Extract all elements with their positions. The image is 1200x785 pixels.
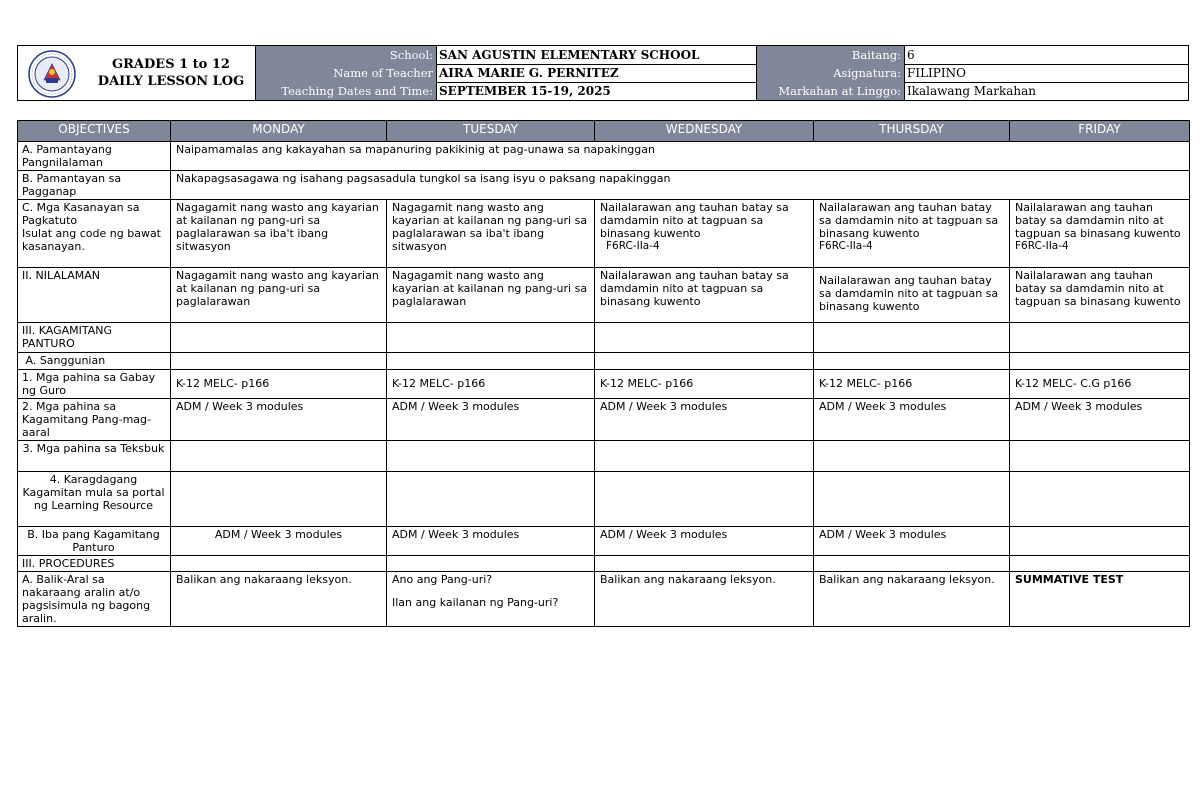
table-cell [595, 556, 814, 572]
row-label: A. Sanggunian [18, 353, 171, 370]
school-label: School: [256, 46, 436, 64]
table-cell: Nailalarawan ang tauhan batay sa damdamin nito at tagpuan sa binasang kuwento [595, 268, 814, 323]
table-cell: Nagagamit nang wasto ang kayarian at kailanan ng pang-uri sa paglalarawan [171, 268, 387, 323]
row-label: III. PROCEDURES [18, 556, 171, 572]
teacher-label: Name of Teacher [256, 64, 436, 82]
table-cell [814, 353, 1010, 370]
table-row [18, 572, 1190, 627]
dates-label: Teaching Dates and Time: [256, 82, 436, 100]
table-cell [1010, 441, 1190, 472]
table-row [18, 353, 1190, 370]
table-cell [1010, 323, 1190, 353]
col-friday: FRIDAY [1010, 121, 1190, 142]
table-cell [1010, 556, 1190, 572]
header-info-grid [255, 46, 1188, 100]
log-title [80, 56, 262, 90]
table-cell [814, 556, 1010, 572]
table-cell [171, 441, 387, 472]
col-thursday: THURSDAY [814, 121, 1010, 142]
competency-code: F6RC-IIa-4 [1015, 240, 1069, 252]
table-cell [595, 472, 814, 527]
table-cell [171, 556, 387, 572]
row-label: B. Iba pang Kagamitang Panturo [18, 527, 171, 556]
table-header-row [18, 121, 1190, 142]
row-label: B. Pamantayan sa Pagganap [18, 171, 171, 200]
school-value: SAN AGUSTIN ELEMENTARY SCHOOL [436, 46, 756, 64]
table-row [18, 556, 1190, 572]
table-cell [387, 472, 595, 527]
col-wednesday: WEDNESDAY [595, 121, 814, 142]
table-cell [1010, 527, 1190, 556]
table-cell [387, 556, 595, 572]
title-line-1: GRADES 1 to 12 [112, 57, 230, 72]
table-cell: ADM / Week 3 modules [171, 527, 387, 556]
quarter-label: Markahan at Linggo: [756, 82, 904, 100]
dates-value: SEPTEMBER 15-19, 2025 [436, 82, 756, 100]
cell-text: Ilan ang kailanan ng Pang-uri? [392, 596, 559, 609]
table-cell [814, 323, 1010, 353]
row-label: A. Pamantayang Pangnilalaman [18, 142, 171, 171]
row-label: A. Balik-Aral sa nakaraang aralin at/o pagsisimula ng bagong aralin. [18, 572, 171, 627]
table-row [18, 323, 1190, 353]
table-row [18, 472, 1190, 527]
table-row [18, 370, 1190, 399]
row-label: 4. Karagdagang Kagamitan mula sa portal ng Learning Resource [18, 472, 171, 527]
cell-text: Nailalarawan ang tauhan batay sa damdamin nito at tagpuan sa binasang kuwento [1015, 201, 1181, 240]
table-row [18, 527, 1190, 556]
table-cell: Balikan ang nakaraang leksyon. [171, 572, 387, 627]
col-tuesday: TUESDAY [387, 121, 595, 142]
table-cell: K-12 MELC- p166 [595, 370, 814, 399]
table-cell [387, 572, 595, 627]
teacher-value: AIRA MARIE G. PERNITEZ [436, 64, 756, 82]
table-cell: ADM / Week 3 modules [595, 399, 814, 441]
table-cell: Nakapagsasagawa ng isahang pagsasadula tungkol sa isang isyu o paksang napakinggan [171, 171, 1190, 200]
table-cell [595, 353, 814, 370]
table-cell [814, 472, 1010, 527]
table-row [18, 399, 1190, 441]
table-cell [387, 323, 595, 353]
table-cell [595, 200, 814, 268]
table-cell: Balikan ang nakaraang leksyon. [814, 572, 1010, 627]
title-line-2: DAILY LESSON LOG [97, 74, 245, 89]
row-label: 1. Mga pahina sa Gabay ng Guro [18, 370, 171, 399]
table-cell: ADM / Week 3 modules [814, 399, 1010, 441]
row-label: C. Mga Kasanayan sa Pagkatuto Isulat ang code ng bawat kasanayan. [18, 200, 171, 268]
competency-code: F6RC-IIa-4 [606, 240, 660, 252]
table-cell [1010, 200, 1190, 268]
table-cell: SUMMATIVE TEST [1010, 572, 1190, 627]
table-cell [595, 323, 814, 353]
cell-text: Ano ang Pang-uri? [392, 573, 493, 586]
table-cell [1010, 472, 1190, 527]
table-cell: K-12 MELC- p166 [387, 370, 595, 399]
table-row [18, 268, 1190, 323]
table-cell [171, 353, 387, 370]
table-cell: Naipamamalas ang kakayahan sa mapanuring pakikinig at pag-unawa sa napakinggan [171, 142, 1190, 171]
grade-label: Baitang: [756, 46, 904, 64]
table-cell: ADM / Week 3 modules [814, 527, 1010, 556]
cell-text: Nailalarawan ang tauhan batay sa damdamin nito at tagpuan sa binasang kuwento [819, 201, 999, 240]
table-cell [171, 472, 387, 527]
quarter-value: Ikalawang Markahan [904, 82, 1188, 100]
table-cell [814, 200, 1010, 268]
table-cell: ADM / Week 3 modules [387, 527, 595, 556]
row-label: II. NILALAMAN [18, 268, 171, 323]
table-cell: K-12 MELC- p166 [171, 370, 387, 399]
table-cell: Nailalarawan ang tauhan batay sa damdamin nito at tagpuan sa binasang kuwento [814, 268, 1010, 323]
lesson-plan-table [17, 120, 1190, 627]
table-cell: Balikan ang nakaraang leksyon. [595, 572, 814, 627]
cell-text: Nailalarawan ang tauhan batay sa damdamin nito at tagpuan sa binasang kuwento [600, 201, 789, 240]
lesson-log-header [17, 45, 1189, 101]
table-cell [387, 353, 595, 370]
table-cell: Nailalarawan ang tauhan batay sa damdamin nito at tagpuan sa binasang kuwento [1010, 268, 1190, 323]
subject-label: Asignatura: [756, 64, 904, 82]
col-objectives: OBJECTIVES [18, 121, 171, 142]
table-cell: K-12 MELC- p166 [814, 370, 1010, 399]
table-cell [387, 441, 595, 472]
table-row [18, 142, 1190, 171]
table-row [18, 441, 1190, 472]
row-label: 2. Mga pahina sa Kagamitang Pang-mag-aaral [18, 399, 171, 441]
table-cell: Nagagamit nang wasto ang kayarian at kailanan ng pang-uri sa paglalarawan sa iba't ibang sitwasyon [387, 200, 595, 268]
table-row [18, 171, 1190, 200]
table-cell: Nagagamit nang wasto ang kayarian at kailanan ng pang-uri sa paglalarawan sa iba't ibang sitwasyon [171, 200, 387, 268]
col-monday: MONDAY [171, 121, 387, 142]
deped-seal-icon [28, 50, 76, 98]
table-cell [595, 441, 814, 472]
grade-value: 6 [904, 46, 1188, 64]
table-cell: ADM / Week 3 modules [171, 399, 387, 441]
competency-code: F6RC-IIa-4 [819, 240, 873, 252]
table-row [18, 200, 1190, 268]
table-cell [1010, 353, 1190, 370]
table-cell [814, 441, 1010, 472]
table-cell [171, 323, 387, 353]
table-cell: ADM / Week 3 modules [595, 527, 814, 556]
row-label: 3. Mga pahina sa Teksbuk [18, 441, 171, 472]
table-cell: Nagagamit nang wasto ang kayarian at kailanan ng pang-uri sa paglalarawan [387, 268, 595, 323]
table-cell: K-12 MELC- C.G p166 [1010, 370, 1190, 399]
row-label: III. KAGAMITANG PANTURO [18, 323, 171, 353]
table-cell: ADM / Week 3 modules [387, 399, 595, 441]
subject-value: FILIPINO [904, 64, 1188, 82]
table-cell: ADM / Week 3 modules [1010, 399, 1190, 441]
